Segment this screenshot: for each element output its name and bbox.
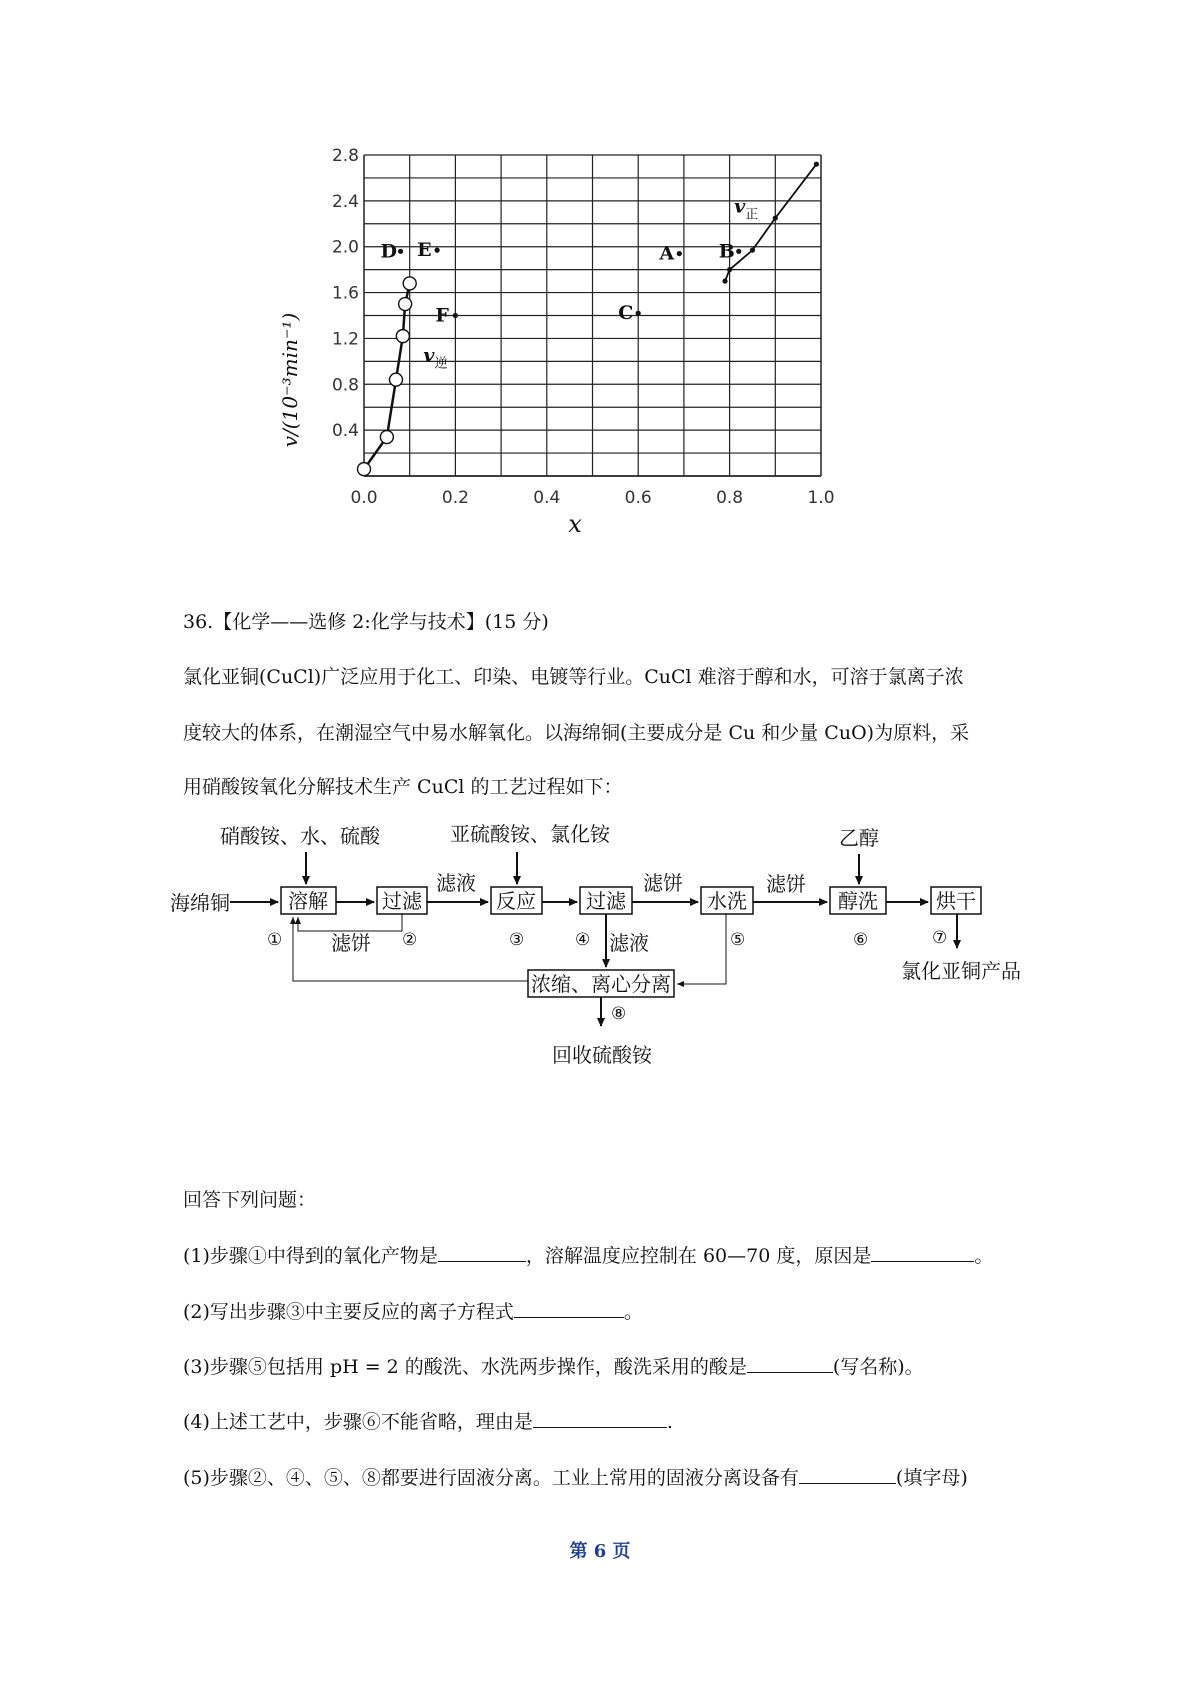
- box-react: [491, 887, 542, 914]
- y-tick-label: 2.4: [331, 191, 359, 212]
- question-4-text-b: .: [666, 1411, 673, 1433]
- answer-blank-2[interactable]: [514, 1299, 624, 1318]
- box-dry: [931, 887, 981, 914]
- series-label: $v_逆$: [423, 344, 448, 372]
- x-tick-label: 1.0: [807, 488, 835, 508]
- point-A: [677, 251, 682, 256]
- intro-line-1: 氯化亚铜(CuCl)广泛应用于化工、印染、电镀等行业。CuCl 难溶于醇和水，可溶于氯离子浓: [183, 666, 964, 688]
- box-alcohol-wash: [830, 887, 886, 914]
- rate-vs-x-chart: [278, 140, 940, 600]
- question-3: [183, 1354, 924, 1379]
- point-B: [736, 249, 741, 254]
- point-F: [453, 313, 458, 318]
- y-tick-label: 1.2: [331, 329, 359, 350]
- chart-marks: [358, 162, 820, 476]
- box-concentrate-label: 浓缩、离心分离: [531, 972, 671, 996]
- answers-heading: 回答下列问题：: [183, 1189, 317, 1211]
- box-alcohol-wash-label: 醇洗: [838, 889, 878, 913]
- data-point-open: [358, 463, 371, 476]
- point-D: [398, 249, 403, 254]
- box-dry-label: 烘干: [936, 889, 976, 913]
- data-point: [727, 267, 732, 272]
- data-point-open: [380, 431, 393, 444]
- point-label-B: B: [718, 240, 735, 263]
- label-filtrate-2: 滤液: [609, 931, 649, 955]
- step-number-2: ②: [402, 930, 418, 950]
- data-point-open: [399, 298, 412, 311]
- question-5: [183, 1465, 968, 1490]
- step-number-4: ④: [575, 930, 591, 950]
- answer-blank-1a[interactable]: [438, 1243, 526, 1262]
- question-1: [183, 1243, 993, 1268]
- data-point: [773, 215, 778, 220]
- y-tick-label: 0.4: [331, 421, 359, 442]
- intro-line-2: 度较大的体系，在潮湿空气中易水解氧化。以海绵铜(主要成分是 Cu 和少量 CuO)为原料，采: [183, 722, 970, 744]
- reagents-label-3: 乙醇: [839, 826, 879, 850]
- data-point: [814, 162, 819, 167]
- box-filter-1: [377, 887, 427, 914]
- question-title: 36.【化学——选修 2:化学与技术】(15 分): [183, 611, 549, 633]
- data-point-open: [396, 330, 409, 343]
- point-label-F: F: [435, 304, 449, 327]
- y-axis-label: v/(10⁻³min⁻¹): [278, 312, 302, 448]
- answer-blank-4[interactable]: [533, 1409, 667, 1428]
- data-point-open: [403, 277, 416, 290]
- question-2-text-b: 。: [623, 1301, 643, 1323]
- box-filter-2-label: 过滤: [586, 889, 626, 913]
- box-filter-2: [580, 887, 632, 914]
- step-number-5: ⑤: [730, 930, 746, 950]
- point-label-A: A: [659, 242, 675, 265]
- step-number-6: ⑥: [853, 930, 869, 950]
- question-2: [183, 1299, 643, 1324]
- y-tick-label: 1.6: [331, 283, 359, 304]
- point-label-D: D: [380, 240, 398, 263]
- answer-blank-3[interactable]: [747, 1354, 833, 1373]
- question-1-text-b: ，溶解温度应控制在 60—70 度，原因是: [525, 1245, 872, 1267]
- point-C: [636, 311, 641, 316]
- data-point: [750, 248, 755, 253]
- box-filter-1-label: 过滤: [382, 889, 422, 913]
- step-number-3: ③: [509, 930, 525, 950]
- x-tick-label: 0.0: [350, 488, 378, 508]
- x-axis-label: x: [568, 510, 582, 538]
- x-tick-label: 0.4: [533, 488, 561, 508]
- box-react-label: 反应: [496, 889, 536, 913]
- answer-blank-1b[interactable]: [871, 1243, 974, 1262]
- step-number-7: ⑦: [932, 928, 948, 948]
- recycle-label: 回收硫酸铵: [552, 1043, 652, 1067]
- question-3-text-b: (写名称)。: [832, 1356, 924, 1378]
- page-number: 第 6 页: [569, 1541, 631, 1562]
- question-5-text-a: (5)步骤②、④、⑤、⑧都要进行固液分离。工业上常用的固液分离设备有: [183, 1467, 799, 1489]
- question-2-text-a: (2)写出步骤③中主要反应的离子方程式: [183, 1301, 514, 1323]
- reagents-label-2: 亚硫酸铵、氯化铵: [450, 822, 610, 846]
- y-tick-label: 2.0: [331, 237, 359, 258]
- label-filtrate-1: 滤液: [436, 871, 476, 895]
- box-dissolve: [281, 887, 336, 914]
- question-1-text-c: 。: [974, 1245, 994, 1267]
- x-tick-label: 0.2: [441, 488, 469, 508]
- label-filter-cake-3: 滤饼: [766, 872, 806, 896]
- step-number-8: ⑧: [611, 1004, 627, 1024]
- box-dissolve-label: 溶解: [288, 889, 328, 913]
- x-tick-label: 0.8: [716, 488, 744, 508]
- point-E: [435, 248, 440, 253]
- question-4: [183, 1409, 673, 1434]
- process-flowchart: [170, 800, 1130, 1100]
- series-line: [725, 164, 816, 281]
- data-point-open: [389, 373, 402, 386]
- series-label: $v_正$: [734, 195, 759, 223]
- y-tick-label: 2.8: [331, 146, 359, 166]
- label-filter-cake-2: 滤饼: [643, 871, 683, 895]
- label-filter-cake-1: 滤饼: [331, 931, 371, 955]
- question-4-text-a: (4)上述工艺中，步骤⑥不能省略，理由是: [183, 1411, 533, 1433]
- y-tick-label: 0.8: [331, 375, 359, 396]
- box-water-wash: [701, 887, 753, 914]
- box-water-wash-label: 水洗: [707, 889, 747, 913]
- reagents-label-1: 硝酸铵、水、硫酸: [220, 824, 380, 848]
- question-1-text-a: (1)步骤①中得到的氧化产物是: [183, 1245, 438, 1267]
- intro-line-3: 用硝酸铵氧化分解技术生产 CuCl 的工艺过程如下：: [183, 776, 623, 798]
- question-5-text-b: (填字母): [895, 1467, 968, 1489]
- step-number-1: ①: [267, 930, 283, 950]
- data-point: [722, 279, 727, 284]
- point-label-C: C: [618, 302, 634, 325]
- chart-grid: [364, 155, 821, 476]
- question-3-text-a: (3)步骤⑤包括用 pH = 2 的酸洗、水洗两步操作，酸洗采用的酸是: [183, 1356, 747, 1378]
- start-material: 海绵铜: [170, 891, 230, 915]
- product-label: 氯化亚铜产品: [901, 959, 1021, 983]
- x-tick-label: 0.6: [624, 488, 652, 508]
- box-concentrate: [528, 970, 674, 997]
- point-label-E: E: [417, 239, 432, 262]
- answer-blank-5[interactable]: [799, 1465, 896, 1484]
